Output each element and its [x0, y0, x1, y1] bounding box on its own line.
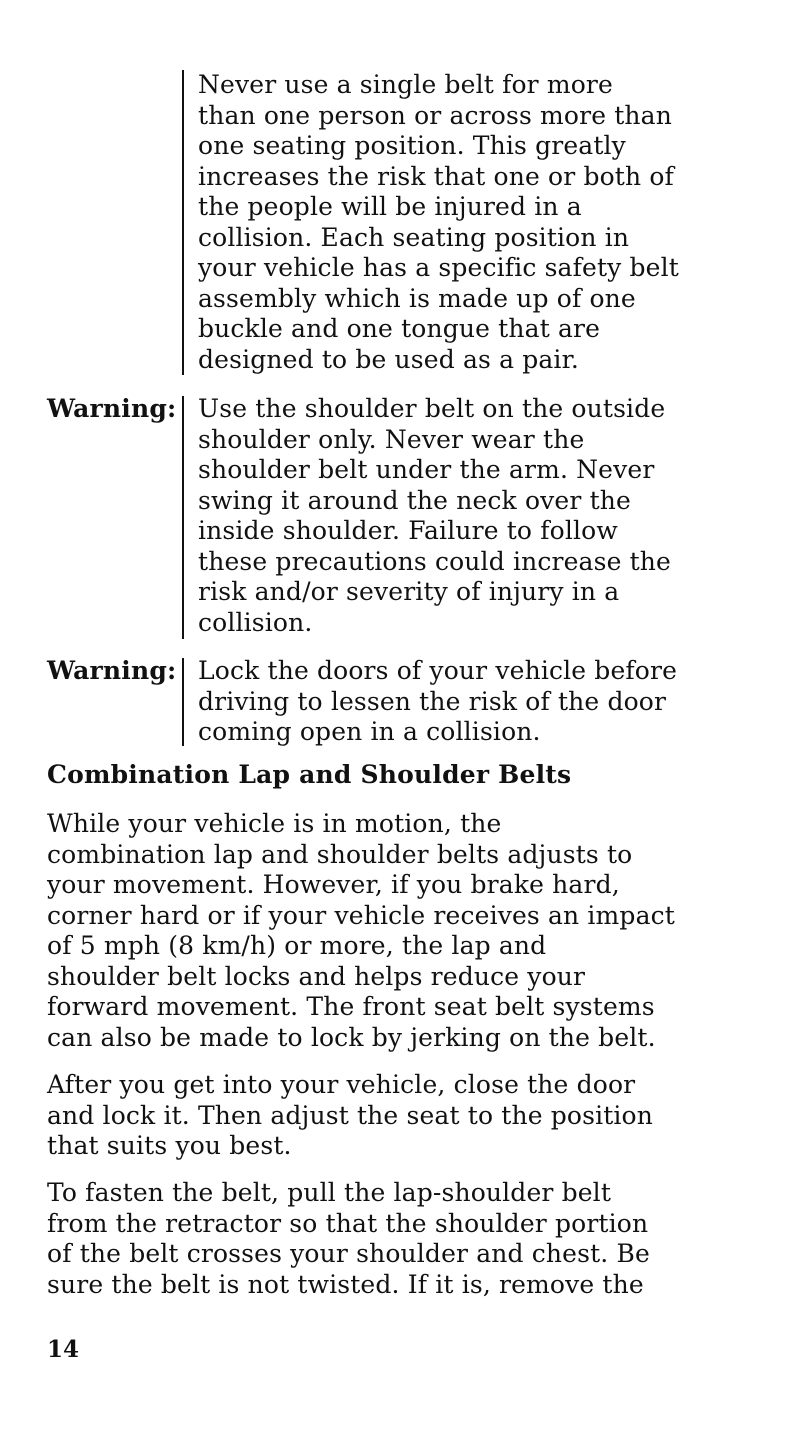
- warning-label: Warning:: [47, 656, 177, 685]
- section-heading: Combination Lap and Shoulder Belts: [47, 760, 572, 789]
- paragraph-adjust-seat: After you get into your vehicle, close the door and lock it. Then adjust the seat to the position that suits you best.: [47, 1070, 654, 1160]
- warning-rule: [182, 70, 184, 375]
- warning-label: Warning:: [47, 394, 177, 423]
- warning-note-shoulder-belt: [47, 394, 747, 644]
- warning-text: Use the shoulder belt on the outside shoulder only. Never wear the shoulder belt under the arm. Never swing it around the neck over the inside shoulder. Failure to follow these precautions could increase the risk and/or severity of injury in a collision.: [198, 394, 672, 637]
- paragraph-fasten-belt: To fasten the belt, pull the lap-shoulder belt from the retractor so that the shoulder portion of the belt crosses your shoulder and chest. Be sure the belt is not twisted. If it is, remove the: [47, 1178, 650, 1299]
- warning-rule: [182, 396, 184, 639]
- continued-warning-note: [47, 70, 747, 380]
- paragraph-motion: While your vehicle is in motion, the combination lap and shoulder belts adjusts to your movement. However, if you brake hard, corner hard or if your vehicle receives an impact of 5 mph (8 km/h) or more, the lap and shoulder belt locks and helps reduce your forward movement. The front seat belt systems can also be made to lock by jerking on the belt.: [47, 809, 675, 1052]
- warning-rule: [182, 658, 184, 746]
- warning-note-lock-doors: [47, 656, 747, 751]
- page-number: 14: [47, 1336, 80, 1363]
- warning-text: Lock the doors of your vehicle before driving to lessen the risk of the door coming open in a collision.: [198, 656, 678, 746]
- warning-text: Never use a single belt for more than one person or across more than one seating position. This greatly increases the risk that one or both of the people will be injured in a collision. Each seating position in your vehicle has a specific safety belt assembly which is made up of one buckle and one tongue that are designed to be used as a pair.: [198, 70, 679, 374]
